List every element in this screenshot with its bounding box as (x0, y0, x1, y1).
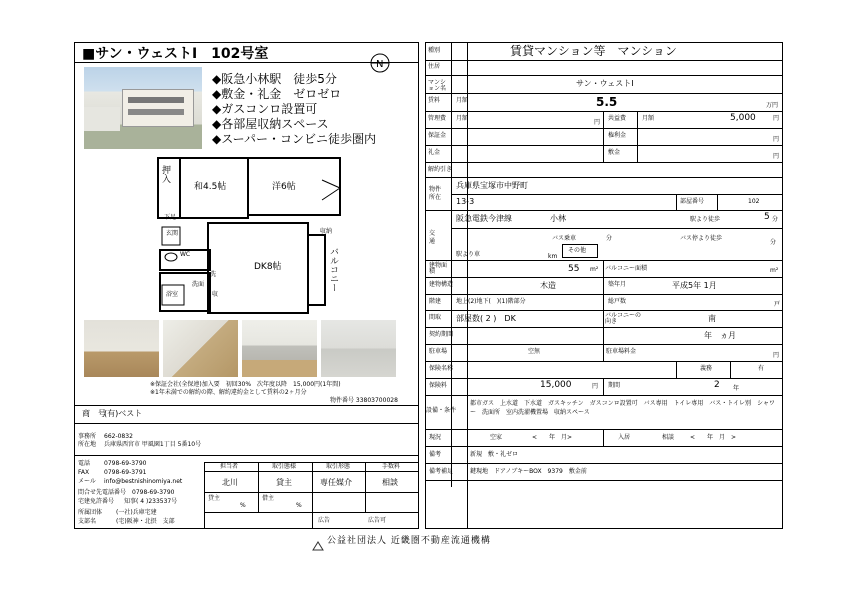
genkyo-date: < 年 月> (532, 434, 573, 441)
built-label: 築年月 (608, 281, 627, 288)
bus-stop-min: 分 (770, 239, 777, 246)
hosoku-value: 鍵現地 ドアノブキーBOX 9379 敷金前 (470, 468, 587, 475)
interior-photo (321, 320, 396, 377)
hoken-fee-value: 15,000 (540, 380, 572, 390)
branch-label: 支部名 (78, 518, 97, 525)
balcony-area-label: バルコニー面積 (605, 265, 648, 272)
walk-min: 5 (764, 212, 770, 222)
rent-month: 月額 (456, 97, 469, 104)
room-senmen: 洗面 (192, 281, 205, 288)
feature-item: ◆敷金・礼金 ゼロゼロ (212, 87, 342, 101)
agent-value: 専任媒介 (320, 478, 352, 487)
bus-min: 分 (606, 235, 613, 242)
room-yoshitsu: 洋6帖 (272, 182, 296, 192)
company-label: 商 号 (82, 409, 106, 418)
kanri-label: 管理費 (428, 115, 447, 122)
parking-fee-yen: 円 (773, 352, 780, 359)
svg-text:N: N (376, 59, 384, 70)
tel-value: 0798-69-3790 (104, 460, 147, 467)
car-label: 駅より車 (456, 251, 481, 258)
location-value: 兵庫県宝塚市中野町 (456, 181, 528, 190)
interior-photo (242, 320, 317, 377)
kanri-yen: 円 (594, 119, 601, 126)
biko-label: 備考 (429, 451, 442, 458)
setsubi-value: 都市ガス 上水道 下水道 ガスキッチン ガスコンロ設置可 バス専用 トイレ専用 バス・トイレ別 シャワー 洗面所 室内洗濯機置場 収納スペース (470, 400, 775, 416)
company-name: (有)ベスト (104, 409, 143, 418)
room-bath: 浴室 (166, 291, 179, 298)
ratio-label: % (296, 502, 302, 509)
area-unit: m² (590, 266, 599, 273)
assoc-label: 所属団体 (78, 509, 103, 516)
room-shitaku: 下足 (164, 214, 177, 221)
floor-plan (150, 155, 350, 320)
keiyaku-value: 年 ヵ月 (704, 331, 736, 340)
room-dk: DK8帖 (254, 262, 282, 272)
bus-stop-label: バス停より徒歩 (680, 235, 723, 242)
structure-label: 建物構造 (429, 281, 454, 288)
room-oshi: 押入 (160, 165, 170, 183)
kanri-month: 月額 (456, 115, 469, 122)
banchi-value: 13-3 (456, 197, 475, 206)
gimu-label: 義務 (700, 365, 713, 372)
gimu-value: 有 (758, 365, 765, 372)
parking-fee-label: 駐車場料金 (606, 348, 637, 355)
license-value: 知事( 4 )233537号 (124, 498, 178, 505)
kikan-value: 2 (714, 380, 720, 390)
agent-header: 手数料 (382, 463, 401, 470)
kikan-label: 期間 (608, 382, 621, 389)
kyoeki-value: 5,000 (730, 113, 756, 123)
reikin-label: 礼金 (428, 149, 441, 156)
branch-value: (宅)阪神・北摂 支部 (116, 518, 175, 525)
bus-label: バス乗車 (552, 235, 577, 242)
hoken-fee-yen: 円 (592, 383, 599, 390)
contact-value: 0798-69-3790 (132, 489, 175, 496)
fax-label: FAX (78, 469, 90, 476)
mansion-label: マンション名 (428, 79, 447, 92)
interior-photo (163, 320, 238, 377)
kaiyaku-label: 解約引き (428, 166, 453, 173)
kenrikin-label: 権利金 (608, 132, 627, 139)
mail-label: メール (78, 478, 96, 485)
ratio-label: % (240, 502, 246, 509)
room-no: 102 (748, 198, 760, 205)
units-unit: 戸 (774, 301, 781, 308)
compass-icon (369, 52, 391, 74)
location-label: 物件所在 (429, 186, 442, 201)
kenrikin-yen: 円 (773, 136, 780, 143)
walk-label: 駅より徒歩 (690, 216, 721, 223)
genkyo-label: 現況 (429, 434, 442, 441)
area-label: 建物面積 (429, 262, 448, 275)
ad-number: 物件番号 33803700028 (330, 397, 398, 404)
layout-value: 部屋数( 2 ) DK (456, 314, 516, 323)
hoken-fee-label: 保険料 (429, 382, 448, 389)
room-sen: 洗 (210, 271, 217, 278)
biko-value: 新規 敷・礼ゼロ (470, 451, 519, 458)
room-balcony: バルコニー (328, 247, 338, 292)
transport-label: 交通 (429, 230, 436, 245)
units-label: 総戸数 (608, 298, 627, 305)
rent-value: 5.5 (596, 95, 618, 109)
assoc-value: (一社)兵庫宅建 (116, 509, 157, 516)
kyoeki-month: 月額 (642, 115, 655, 122)
parking-label: 駐車場 (429, 348, 448, 355)
office-address: 兵庫県西宮市 甲風園1丁目 5番10号 (104, 441, 202, 448)
agent-value: 北川 (222, 478, 238, 487)
floor-value: 地上(2)地下( )(1)階部分 (456, 298, 526, 305)
dir-value: 南 (708, 314, 716, 323)
structure-value: 木造 (540, 281, 556, 290)
station: 小林 (550, 214, 566, 223)
hosho-label: 保証金 (428, 132, 447, 139)
setsubi-label: 設備・条件 (426, 407, 457, 414)
nyukyo-value: 相談 (662, 434, 675, 441)
room-shunou: 収納 (320, 228, 333, 235)
ratio-label: 貸主 (208, 495, 221, 502)
fax-value: 0798-69-3791 (104, 469, 147, 476)
parking-value: 空無 (528, 348, 541, 355)
feature-item: ◆阪急小林駅 徒歩5分 (212, 72, 337, 86)
agent-header: 取引態様 (272, 463, 297, 470)
hoken-label: 保険名称 (429, 365, 454, 372)
building-photo (84, 67, 202, 149)
area-value: 55 (568, 264, 580, 274)
org-logo-icon (312, 536, 324, 546)
footer-org: 公益社団法人 近畿圏不動産流通機構 (327, 536, 491, 546)
agent-header: 担当者 (220, 463, 239, 470)
office-zip: 662-0832 (104, 433, 133, 440)
built-value: 平成5年 1月 (672, 281, 717, 290)
genkyo-value: 空家 (490, 434, 503, 441)
room-wc: WC (180, 251, 191, 258)
tel-label: 電話 (78, 460, 91, 467)
feature-item: ◆スーパー・コンビニ徒歩圏内 (212, 132, 377, 146)
room-washitsu: 和4.5帖 (194, 182, 227, 192)
contact-label: 問合せ先電話番号 (78, 489, 127, 496)
kyoeki-label: 共益費 (608, 115, 627, 122)
floor-label: 階建 (429, 298, 442, 305)
keiyaku-label: 契約期間 (429, 331, 454, 338)
hosoku-label: 備考補足 (429, 468, 454, 475)
nyukyo-date: < 年 月 > (690, 434, 737, 441)
address-label: 所在地 (78, 441, 97, 448)
ratio-label: 借主 (262, 495, 275, 502)
feature-item: ◆各部屋収納スペース (212, 117, 329, 131)
mansion-name: サン・ウェストⅠ (576, 79, 634, 88)
layout-label: 間取 (429, 314, 442, 321)
kyoeki-yen: 円 (773, 115, 780, 122)
kikan-unit: 年 (733, 385, 740, 392)
interior-photo (84, 320, 159, 377)
note: ※1年未満での解約の際、解約違約金として賃料の2ヶ月分 (150, 389, 307, 396)
balcony-area-unit: m² (770, 267, 779, 274)
nyukyo-label: 入居 (618, 434, 631, 441)
shikikin-label: 敷金 (608, 149, 621, 156)
other-label: その他 (568, 247, 587, 254)
train-line: 阪急電鉄今津線 (456, 214, 512, 223)
agent-header: 取引形態 (326, 463, 351, 470)
room-genkan: 玄関 (166, 230, 179, 237)
note: ※保証会社(全保連)加入要 初回30% 次年度以降 15,000円(1年間) (150, 381, 341, 388)
jukyo-label: 住居 (428, 63, 441, 70)
property-title: ■サン・ウェストⅠ 102号室 (82, 46, 269, 62)
room-no-label: 部屋番号 (680, 198, 705, 205)
mail-value: info@bestnishinomiya.net (104, 478, 183, 485)
dir-label: バルコニーの向き (605, 312, 642, 325)
rent-label: 賃料 (428, 97, 441, 104)
shikikin-yen: 円 (773, 153, 780, 160)
ad-label: 広告 (318, 517, 331, 524)
type-label: 種別 (428, 47, 441, 54)
feature-item: ◆ガスコンロ設置可 (212, 102, 318, 116)
agent-value: 相談 (382, 478, 398, 487)
rent-unit: 万円 (766, 102, 779, 109)
room-kutsu: 収 (212, 291, 219, 298)
office-label: 事務所 (78, 433, 97, 440)
ad-value: 広告可 (368, 517, 387, 524)
agent-value: 貸主 (276, 478, 292, 487)
property-type: 賃貸マンション等 マンション (510, 44, 677, 58)
license-label: 宅建免許番号 (78, 498, 115, 505)
walk-unit: 分 (772, 216, 779, 223)
car-km: km (548, 253, 558, 260)
